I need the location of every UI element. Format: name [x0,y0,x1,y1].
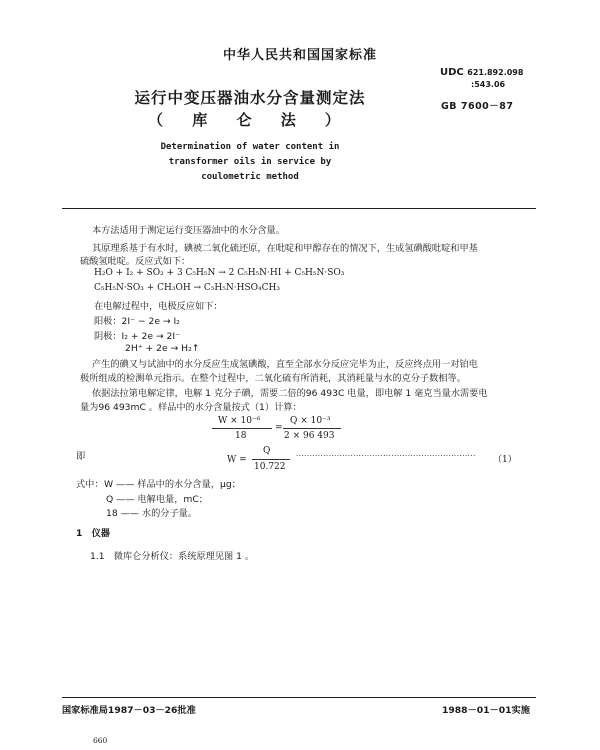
top-divider [62,208,536,209]
reaction-equation-1: H₂O + I₂ + SO₂ + 3 C₅H₅N → 2 C₅H₅N·HI + C₅H₅N·SO₃ [94,268,345,278]
equation-leader-dots: ·································································· [296,452,476,460]
principle-line-1: 其原理系基于有水时，碘被二氧化硫还原，在吡啶和甲醇存在的情况下，生成氢碘酸吡啶和甲基 [92,243,478,254]
approval-date: 国家标准局1987－03－26批准 [62,705,196,716]
fraction-2-denominator: 2 × 96 493 [284,431,335,441]
faraday-line-2: 量为96 493mC 。样品中的水分含量按式（1）计算： [80,402,302,413]
english-title-line-2: transformer oils in service by [168,157,332,167]
footer-divider [62,697,536,698]
section-1-heading: 1 仪器 [76,528,110,539]
udc-number: 621.892.098 [467,68,524,77]
equation-number: （1） [493,455,517,465]
standard-name: 中华人民共和国国家标准 [222,48,377,63]
definition-q: Q —— 电解电量，mC； [106,494,208,505]
english-title-line-1: Determination of water content in [160,142,340,152]
implementation-date: 1988－01－01实施 [442,705,530,716]
therefore-label: 即 [76,451,86,462]
faraday-line-1: 依据法拉第电解定律，电解 1 克分子碘，需要二倍的96 493C 电量，即电解 1 毫克当量水需要电 [92,388,488,399]
cathode-reaction-2: 2H⁺ + 2e → H₂↑ [125,343,200,354]
definition-18: 18 —— 水的分子量。 [106,508,198,519]
cathode-reaction-1: 阴极：I₂ + 2e → 2I⁻ [94,331,180,342]
anode-reaction: 阳极：2I⁻ − 2e → I₂ [94,316,180,327]
udc-number-2: :543.06 [471,80,506,89]
fraction-2-bar [283,428,341,429]
scope-paragraph: 本方法适用于测定运行变压器油中的水分含量。 [92,225,285,236]
document-subtitle: （ 库 仑 法 ） [148,111,352,129]
fraction-1-numerator: W × 10⁻⁶ [218,416,261,426]
fraction-3-bar [252,459,290,460]
endpoint-line-2: 极所组成的检测单元指示。在整个过程中，二氧化硫有所消耗，其消耗量与水的克分子数相等。 [80,373,466,384]
document-title: 运行中变压器油水分含量测定法 [134,89,366,107]
definition-w: W —— 样品中的水分含量，μg； [104,479,241,490]
reaction-equation-2: C₅H₅N·SO₃ + CH₃OH → C₅H₅N·HSO₄CH₃ [94,283,280,293]
fraction-3-numerator: Q [263,446,271,456]
principle-line-2: 硫酸氢吡啶。反应式如下： [80,256,191,267]
fraction-3-denominator: 10.722 [254,462,286,472]
udc-label: UDC [440,67,464,78]
english-title-line-3: coulometric method [201,172,299,182]
gb-code: GB 7600－87 [441,101,514,112]
fraction-2-numerator: Q × 10⁻³ [290,416,331,426]
page-number: 660 [93,736,108,745]
definitions-intro: 式中： [76,479,104,490]
fraction-1-bar [212,428,272,429]
section-1-1-item: 1.1 微库仑分析仪：系统原理见图 1 。 [90,551,255,562]
endpoint-line-1: 产生的碘又与试油中的水分反应生成氢碘酸，直至全部水分反应完毕为止，反应终点用一对铂电 [92,359,478,370]
electrolysis-intro: 在电解过程中，电极反应如下： [94,301,223,312]
udc-code [440,67,523,78]
w-equals: W = [227,455,247,465]
fraction-1-denominator: 18 [235,431,247,441]
equals-sign: = [275,423,283,433]
